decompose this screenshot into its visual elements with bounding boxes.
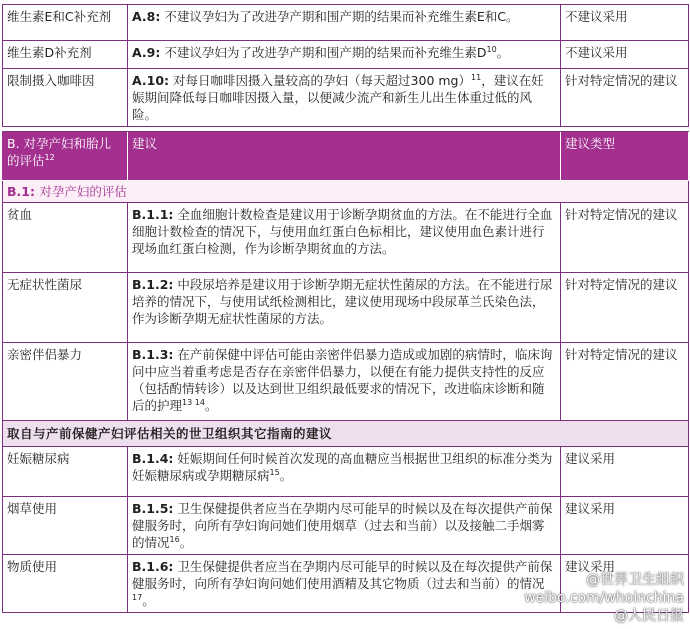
recommendations-table — [2, 4, 689, 613]
footnote-ref: 15 — [269, 467, 280, 477]
header-recommendation — [128, 132, 561, 181]
topic-cell — [3, 273, 128, 343]
subsection-row — [3, 181, 689, 203]
recommendation-cell — [128, 555, 561, 613]
topic-label: 物质使用 — [7, 559, 58, 574]
table-row — [3, 69, 689, 127]
topic-cell — [3, 69, 128, 127]
recommendation-text: 中段尿培养是建议用于诊断孕期无症状性菌尿的方法。在不能进行尿培养的情况下，与使用试纸检测相比，建议使用现场中段尿革兰氏染色法，作为诊断孕期无症状性菌尿的方法。 — [132, 277, 553, 326]
table-row — [3, 497, 689, 555]
table-row — [3, 5, 689, 41]
topic-label: 亲密伴侣暴力 — [7, 347, 83, 362]
footnote-ref: 10 — [486, 44, 497, 54]
recommendation-type: 不建议采用 — [565, 9, 628, 24]
subsection-cell — [3, 181, 689, 203]
footnote-ref: 16 — [169, 534, 180, 544]
subsection-label: 对孕产妇的评估 — [39, 184, 127, 199]
recommendation-type: 针对特定情况的建议 — [565, 73, 678, 88]
recommendation-type: 针对特定情况的建议 — [565, 347, 678, 362]
subsection-code: B.1: — [7, 184, 35, 199]
other-guidelines-label: 取自与产前保健产妇评估相关的世卫组织其它指南的建议 — [7, 426, 333, 441]
recommendation-tail: 。 — [279, 468, 293, 483]
recommendation-code: B.1.6: — [132, 559, 174, 574]
recommendation-code: B.1.2: — [132, 277, 174, 292]
recommendation-cell — [128, 343, 561, 421]
recommendation-code: B.1.3: — [132, 347, 174, 362]
header-col3-label: 建议类型 — [565, 136, 616, 151]
recommendation-type: 建议采用 — [565, 451, 616, 466]
recommendation-type-cell — [561, 273, 689, 343]
topic-cell — [3, 5, 128, 41]
watermark — [524, 571, 684, 625]
topic-label: 妊娠糖尿病 — [7, 451, 70, 466]
topic-label: 限制摄入咖啡因 — [7, 73, 95, 88]
topic-cell — [3, 203, 128, 273]
recommendation-type-cell — [561, 497, 689, 555]
recommendation-tail: 。 — [496, 45, 510, 60]
other-guidelines-row — [3, 421, 689, 447]
topic-cell — [3, 555, 128, 613]
topic-cell — [3, 41, 128, 69]
watermark-line2: weibo.com/whoinchina — [524, 590, 684, 606]
header-type — [561, 132, 689, 181]
table-body — [3, 5, 689, 613]
table-row — [3, 447, 689, 497]
footnote-ref: 17 — [132, 592, 143, 602]
recommendation-type: 不建议采用 — [565, 45, 628, 60]
table-row — [3, 203, 689, 273]
recommendation-text: 在产前保健中评估可能由亲密伴侣暴力造成或加剧的病情时，临床询问中应当着重考虑是否存在亲密伴侣暴力，以便在有能力提供支持性的反应（包括酌情转诊）以及达到世卫组织最低要求的情况下，改进临床诊断和随后的护理 — [132, 347, 553, 413]
recommendation-cell — [128, 41, 561, 69]
recommendation-cell — [128, 5, 561, 41]
recommendation-text: 卫生保健提供者应当在孕期内尽可能早的时候以及在每次提供产前保健服务时，向所有孕妇询问她们使用烟草（过去和当前）以及接触二手烟雾的情况 — [132, 501, 553, 550]
topic-label: 维生素E和C补充剂 — [7, 9, 112, 24]
watermark-line1: @世界卫生组织 — [586, 572, 684, 588]
recommendation-type: 针对特定情况的建议 — [565, 277, 678, 292]
recommendation-text: 全血细胞计数检查是建议用于诊断孕期贫血的方法。在不能进行全血细胞计数检查的情况下，与使用血红蛋白色标相比，建议使用血色素计进行现场血红蛋白检测，作为诊断孕期贫血的方法。 — [132, 207, 553, 256]
recommendation-type-cell — [561, 41, 689, 69]
recommendation-tail: 。 — [142, 593, 155, 608]
recommendation-type-cell — [561, 447, 689, 497]
recommendation-code: A.9: — [132, 45, 161, 60]
recommendation-type: 针对特定情况的建议 — [565, 207, 678, 222]
footnote-ref: 13 14 — [182, 397, 205, 407]
recommendation-tail: ，建议在妊娠期间降低每日咖啡因摄入量，以便减少流产和新生儿出生体重过低的风险。 — [132, 73, 544, 122]
footnote-ref: 11 — [471, 72, 482, 82]
recommendation-cell — [128, 203, 561, 273]
recommendation-type-cell — [561, 203, 689, 273]
recommendation-type-cell — [561, 343, 689, 421]
topic-cell — [3, 447, 128, 497]
watermark-line3: @人民日报 — [614, 608, 684, 624]
topic-cell — [3, 343, 128, 421]
other-guidelines-cell — [3, 421, 689, 447]
recommendation-code: B.1.5: — [132, 501, 174, 516]
section-header-row — [3, 132, 689, 181]
topic-cell — [3, 497, 128, 555]
topic-label: 维生素D补充剂 — [7, 45, 92, 60]
recommendation-cell — [128, 69, 561, 127]
header-col1-label: B. 对孕产妇和胎儿的评估 — [7, 136, 112, 168]
recommendation-cell — [128, 447, 561, 497]
recommendation-tail: 。 — [204, 398, 218, 413]
recommendation-type: 建议采用 — [565, 501, 616, 516]
topic-label: 贫血 — [7, 207, 33, 222]
recommendation-cell — [128, 497, 561, 555]
topic-label: 烟草使用 — [7, 501, 58, 516]
recommendation-text: 不建议孕妇为了改进孕产期和围产期的结果而补充维生素D — [164, 45, 487, 60]
table-row — [3, 273, 689, 343]
recommendation-code: B.1.1: — [132, 207, 174, 222]
table-row — [3, 343, 689, 421]
topic-label: 无症状性菌尿 — [7, 277, 83, 292]
recommendation-text: 对每日咖啡因摄入量较高的孕妇（每天超过300 mg） — [173, 73, 471, 88]
recommendation-type-cell — [561, 5, 689, 41]
recommendation-text: 卫生保健提供者应当在孕期内尽可能早的时候以及在每次提供产前保健服务时，向所有孕妇询问她们使用酒精及其它物质（过去和当前）的情况 — [132, 559, 553, 591]
recommendation-cell — [128, 273, 561, 343]
header-footnote-ref: 12 — [44, 152, 55, 162]
recommendation-type: 建议采用 — [565, 559, 616, 574]
header-assessment — [3, 132, 128, 181]
recommendation-text: 妊娠期间任何时候首次发现的高血糖应当根据世卫组织的标准分类为妊娠糖尿病或孕期糖尿病 — [132, 451, 553, 483]
recommendation-type-cell — [561, 69, 689, 127]
table-row — [3, 41, 689, 69]
recommendation-code: B.1.4: — [132, 451, 174, 466]
header-col2-label: 建议 — [132, 136, 158, 151]
recommendation-tail: 。 — [179, 535, 193, 550]
recommendation-code: A.10: — [132, 73, 170, 88]
recommendation-text: 不建议孕妇为了改进孕产期和围产期的结果而补充维生素E和C。 — [164, 9, 519, 24]
recommendation-code: A.8: — [132, 9, 161, 24]
